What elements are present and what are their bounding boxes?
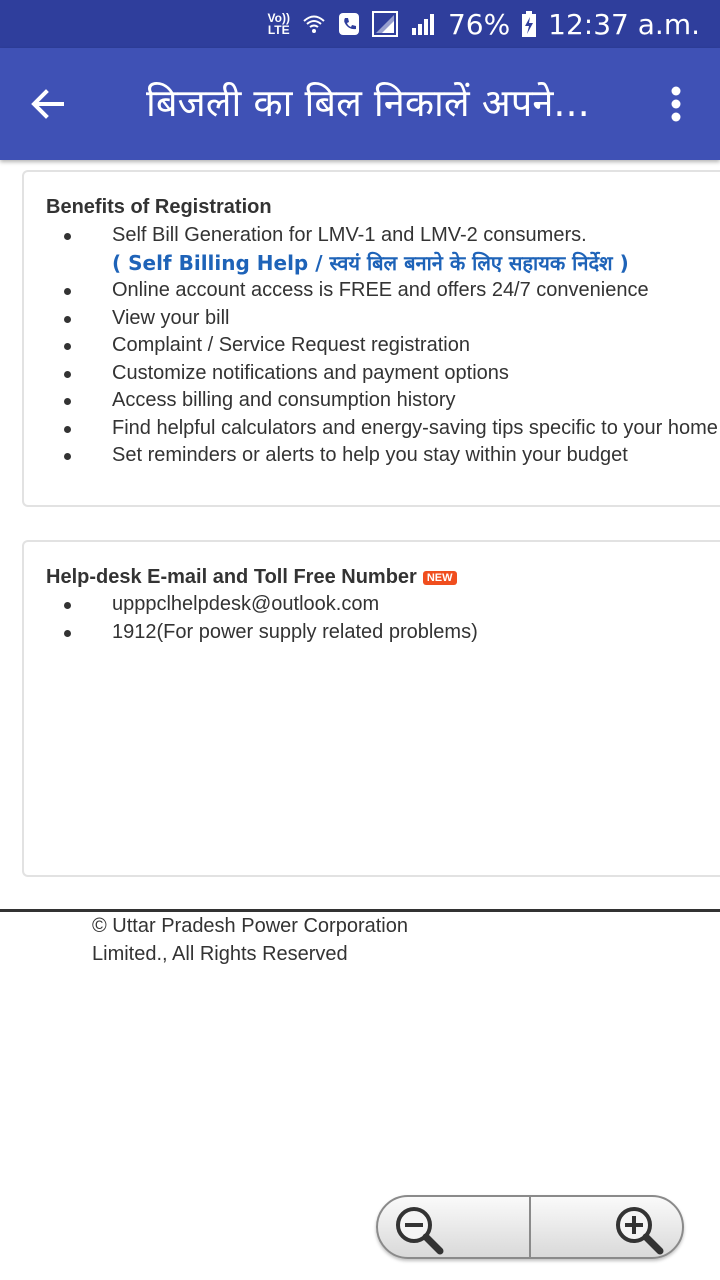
- bullet: [64, 343, 71, 350]
- benefits-list: [46, 222, 720, 470]
- bullet: [64, 398, 71, 405]
- more-vert-icon: [660, 84, 692, 124]
- list-item: [46, 387, 720, 415]
- status-bar: [0, 0, 720, 48]
- zoom-out-button[interactable]: [378, 1197, 529, 1257]
- benefits-card: [22, 170, 720, 507]
- helpdesk-email[interactable]: upppclhelpdesk@outlook.com: [112, 593, 380, 615]
- battery-percent: 76%: [447, 7, 511, 41]
- list-item: [46, 591, 720, 619]
- page-title: बिजली का बिल निकालें अपने...: [146, 81, 590, 125]
- benefit-text: Self Bill Generation for LMV-1 and LMV-2 consumers.: [112, 224, 587, 246]
- list-item: [46, 332, 720, 360]
- bullet: [64, 288, 71, 295]
- arrow-left-icon: [28, 84, 68, 124]
- bullet: [64, 426, 71, 433]
- benefit-text: View your bill: [112, 306, 230, 329]
- list-item: [46, 360, 720, 388]
- wifi-calling-icon: [338, 12, 360, 36]
- signal-sim1-icon: [372, 11, 398, 37]
- new-badge: NEW: [423, 571, 457, 585]
- zoom-in-button[interactable]: [531, 1197, 682, 1257]
- zoom-in-icon: [612, 1203, 668, 1255]
- helpdesk-list: [46, 591, 720, 646]
- self-billing-help-link[interactable]: ( Self Billing Help / स्वयं बिल बनाने के लिए सहायक निर्देश ): [112, 250, 629, 275]
- zoom-controls: [376, 1195, 684, 1259]
- bullet: [64, 371, 71, 378]
- list-item: [46, 415, 720, 443]
- list-item: [46, 222, 720, 277]
- volte-indicator: Vo)) LTE: [267, 11, 290, 37]
- app-bar: [0, 48, 720, 160]
- helpdesk-card: [22, 540, 720, 877]
- status-clock: 12:37 a.m.: [548, 7, 700, 41]
- helpdesk-heading: [46, 566, 457, 589]
- bullet: [64, 453, 71, 460]
- battery-charging-icon: [522, 11, 536, 37]
- bullet: [64, 630, 71, 637]
- zoom-out-icon: [392, 1203, 448, 1255]
- bullet: [64, 233, 71, 240]
- bullet: [64, 602, 71, 609]
- benefit-text: Find helpful calculators and energy-saving tips specific to your home: [112, 416, 718, 439]
- list-item: [46, 277, 720, 305]
- list-item: [46, 305, 720, 333]
- benefit-text: Access billing and consumption history: [112, 389, 456, 411]
- footer-copyright: © Uttar Pradesh Power Corporation Limited., All Rights Reserved: [92, 915, 408, 965]
- list-item: [46, 619, 720, 647]
- benefit-text: Set reminders or alerts to help you stay within your budget: [112, 444, 628, 466]
- wifi-icon: [302, 12, 326, 36]
- bullet: [64, 316, 71, 323]
- signal-sim2-icon: [410, 12, 436, 36]
- back-button[interactable]: [28, 84, 68, 124]
- benefit-text: Complaint / Service Request registration: [112, 334, 470, 356]
- list-item: [46, 442, 720, 470]
- toll-free-number[interactable]: 1912(For power supply related problems): [112, 620, 478, 643]
- benefit-text: Online account access is FREE and offers 24/7 convenience: [112, 279, 649, 301]
- benefit-text: Customize notifications and payment options: [112, 361, 509, 384]
- benefits-heading: Benefits of Registration: [46, 196, 272, 218]
- helpdesk-heading-text: Help-desk E-mail and Toll Free Number: [46, 566, 417, 588]
- overflow-menu-button[interactable]: [660, 84, 692, 124]
